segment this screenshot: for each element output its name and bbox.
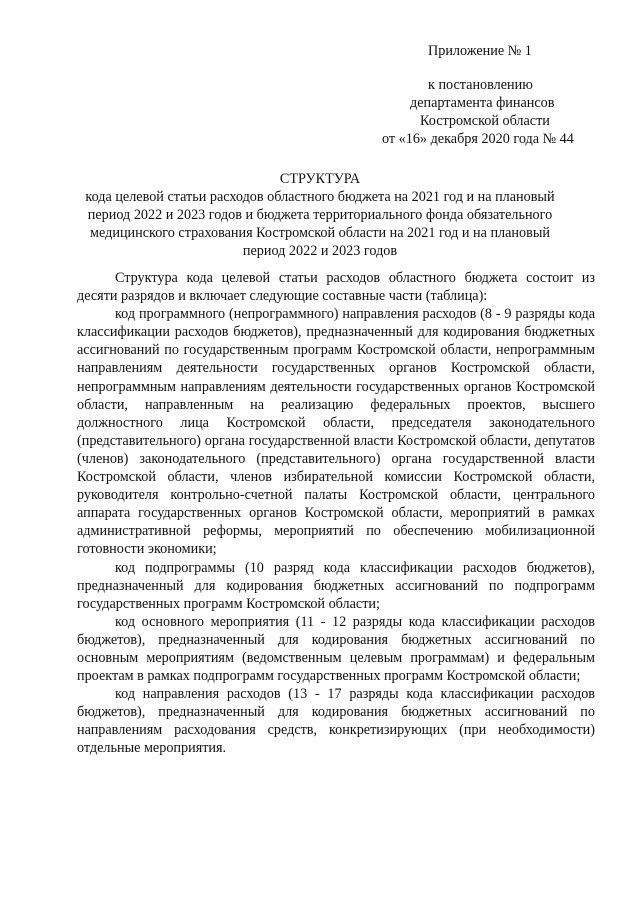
paragraph-subprogram-code: код подпрограммы (10 разряд кода классификации расходов бюджетов), предназначенный для кодирования бюджетных ассигнований по подпрограмм государственных программ Костромской области; [77,559,595,612]
appendix-title: Приложение № 1 [428,43,532,59]
appendix-line-3: Костромской области [420,113,550,129]
paragraph-program-code: код программного (непрограммного) направления расходов (8 - 9 разряды кода классификации расходов бюджетов), предназначенный для кодирования бюджетных ассигнований по государственным программ Костромской области, непрограммным направлениям деятельности государственных органов Костромской области, непрограммным направлениям деятельности государственных органов Костромской области, направленным на реализацию федеральных проектов, высшего должностного лица Костромской области, председателя законодательного (представительного) органа государственной власти Костромской области, депутатов (членов) законодательного (представительного) органа государственной власти Костромской области, членов избирательной комиссии Костромской области, руководителя контрольно-счетной палаты Костромской области, центрального аппарата государственных органов Костромской области, мероприятий в рамках административной реформы, мероприятий по обеспечению мобилизационной готовности экономики; [77,306,595,558]
paragraph-intro: Структура кода целевой статьи расходов областного бюджета состоит из десяти разрядов и включает следующие составные части (таблица): [77,270,595,305]
paragraph-main-activity-code: код основного мероприятия (11 - 12 разряды кода классификации расходов бюджетов), предназначенный для кодирования бюджетных ассигнований по основным мероприятиям (ведомственным целевым программам) и федеральным проектам в рамках подпрограмм государственных программ Костромской области; [77,613,595,685]
heading-line-1: кода целевой статьи расходов областного бюджета на 2021 год и на плановый [85,189,555,205]
heading-line-3: медицинского страхования Костромской области на 2021 год и на плановый [90,225,550,241]
appendix-line-2: департамента финансов [410,95,555,111]
heading-line-4: период 2022 и 2023 годов [242,243,398,259]
document-heading [60,170,580,260]
heading-line-2: период 2022 и 2023 годов и бюджета территориального фонда обязательного [87,207,553,223]
paragraph-expense-direction-code: код направления расходов (13 - 17 разряды кода классификации расходов бюджетов), предназначенный для кодирования бюджетных ассигнований по направлениям расходования средств, конкретизирующих (при необходимости) отдельные мероприятия. [77,686,595,757]
appendix-line-1: к постановлению [428,77,533,93]
appendix-line-4: от «16» декабря 2020 года № 44 [382,131,574,147]
document-body [77,269,595,758]
heading-title: СТРУКТУРА [279,171,361,187]
